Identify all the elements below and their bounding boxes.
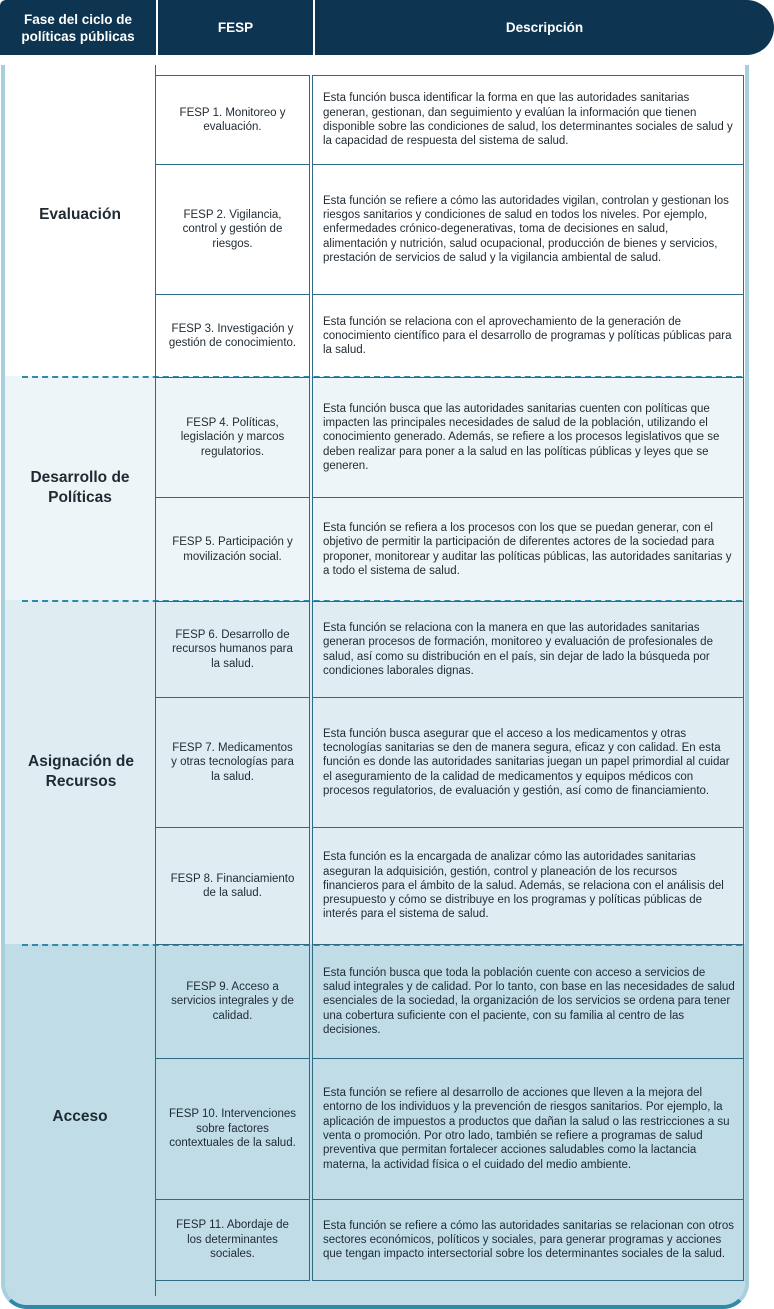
description-cell: Esta función se refiere a cómo las autoridades vigilan, controlan y gestionan los riesgos sanitarios y condiciones de salud en todos los niveles. Por ejemplo, enfermedades crónico-degenerativas, toma de decisiones en salud, alimentación y nutrición, salud ocupacional, producción de bienes y servicios, prestación de servicios de salud y la vigilancia ambiental de salud. [312, 164, 744, 295]
fesp-cell: FESP 7. Medicamentos y otras tecnologías para la salud. [155, 697, 310, 828]
description-cell: Esta función busca identificar la forma en que las autoridades sanitarias generan, gestionan, dan seguimiento y evalúan la información que tienen disponible sobre las condiciones de salud, los determinantes sociales de salud y la capacidad de respuesta del sistema de salud. [312, 75, 744, 165]
fesp-cell: FESP 10. Intervenciones sobre factores contextuales de la salud. [155, 1058, 310, 1200]
phase-label: Desarrollo de Políticas [30, 469, 130, 506]
column-line [155, 65, 156, 75]
description-cell: Esta función se refiere a cómo las autoridades sanitarias se relacionan con otros sectores económicos, políticos y sociales, para generar programas y acciones que tengan impacto intersectorial sobre los determinantes sociales de la salud. [312, 1199, 744, 1281]
header-phase: Fase del ciclo de políticas públicas [0, 0, 156, 55]
description-cell: Esta función se relaciona con el aprovechamiento de la generación de conocimiento científico para el desarrollo de programas y políticas públicas para la salud. [312, 294, 744, 378]
fesp-cell: FESP 1. Monitoreo y evaluación. [155, 75, 310, 165]
description-cell: Esta función busca que las autoridades sanitarias cuenten con políticas que impacten las principales necesidades de salud de la población, utilizando el conocimiento generado. Además, se refiere a los procesos legislativos que se deben realizar para poner a la salud en las políticas públicas y leyes que se generen. [312, 377, 744, 498]
description-cell: Esta función se refiera a los procesos con los que se puedan generar, con el objetivo de permitir la participación de diferentes actores de la sociedad para proponer, monitorear y auditar las políticas públicas, las autoridades sanitarias y a todo el sistema de salud. [312, 497, 744, 602]
phase-label: Evaluación [39, 206, 121, 223]
description-cell: Esta función busca asegurar que el acceso a los medicamentos y otras tecnologías sanitarias se den de manera segura, eficaz y con calidad. En esta función es donde las autoridades sanitarias juegan un papel primordial al cuidar el aseguramiento de la calidad de medicamentos y equipos médicos con procesos regulatorios, de evaluación y gestión, así como de financiamiento. [312, 697, 744, 828]
phase-label: Acceso [52, 1108, 108, 1125]
fesp-cell: FESP 11. Abordaje de los determinantes sociales. [155, 1199, 310, 1281]
fesp-cell: FESP 5. Participación y movilización social. [155, 497, 310, 602]
fesp-cell: FESP 2. Vigilancia, control y gestión de riesgos. [155, 164, 310, 295]
header-description: Descripción [315, 0, 774, 55]
description-cell: Esta función se relaciona con la manera en que las autoridades sanitarias generan procesos de formación, monitoreo y evaluación de profesionales de salud, así como su distribución en el país, sin dejar de lado la búsqueda por condiciones laborales dignas. [312, 601, 744, 698]
fesp-cell: FESP 3. Investigación y gestión de conocimiento. [155, 294, 310, 378]
header-fesp: FESP [158, 0, 313, 55]
fesp-cell: FESP 6. Desarrollo de recursos humanos para la salud. [155, 601, 310, 698]
column-line [155, 1280, 156, 1296]
phase-label: Asignación de Recursos [28, 753, 134, 790]
fesp-cell: FESP 4. Políticas, legislación y marcos regulatorios. [155, 377, 310, 498]
description-cell: Esta función se refiere al desarrollo de acciones que lleven a la mejora del entorno de los individuos y la prevención de riesgos sanitarios. Por ejemplo, la aplicación de impuestos a productos que dañan la salud o las restricciones a su venta o promoción. Por otro lado, también se refiere a programas de salud preventiva que permitan fortalecer acciones saludables como la lactancia materna, la actividad física o el cuidado del medio ambiente. [312, 1058, 744, 1200]
fesp-cell: FESP 9. Acceso a servicios integrales y de calidad. [155, 944, 310, 1059]
description-cell: Esta función busca que toda la población cuente con acceso a servicios de salud integrales y de calidad. Por lo tanto, con base en las necesidades de salud esenciales de la sociedad, la organización de los servicios se ordena para tener una cobertura suficiente con el paciente, con su familia al centro de las decisiones. [312, 944, 744, 1059]
fesp-cell: FESP 8. Financiamiento de la salud. [155, 827, 310, 945]
description-cell: Esta función es la encargada de analizar cómo las autoridades sanitarias aseguran la adquisición, gestión, control y planeación de los recursos financieros para el ámbito de la salud. Además, se relaciona con el análisis del presupuesto y cómo se distribuye en los programas y políticas públicas de interés para el sistema de salud. [312, 827, 744, 945]
